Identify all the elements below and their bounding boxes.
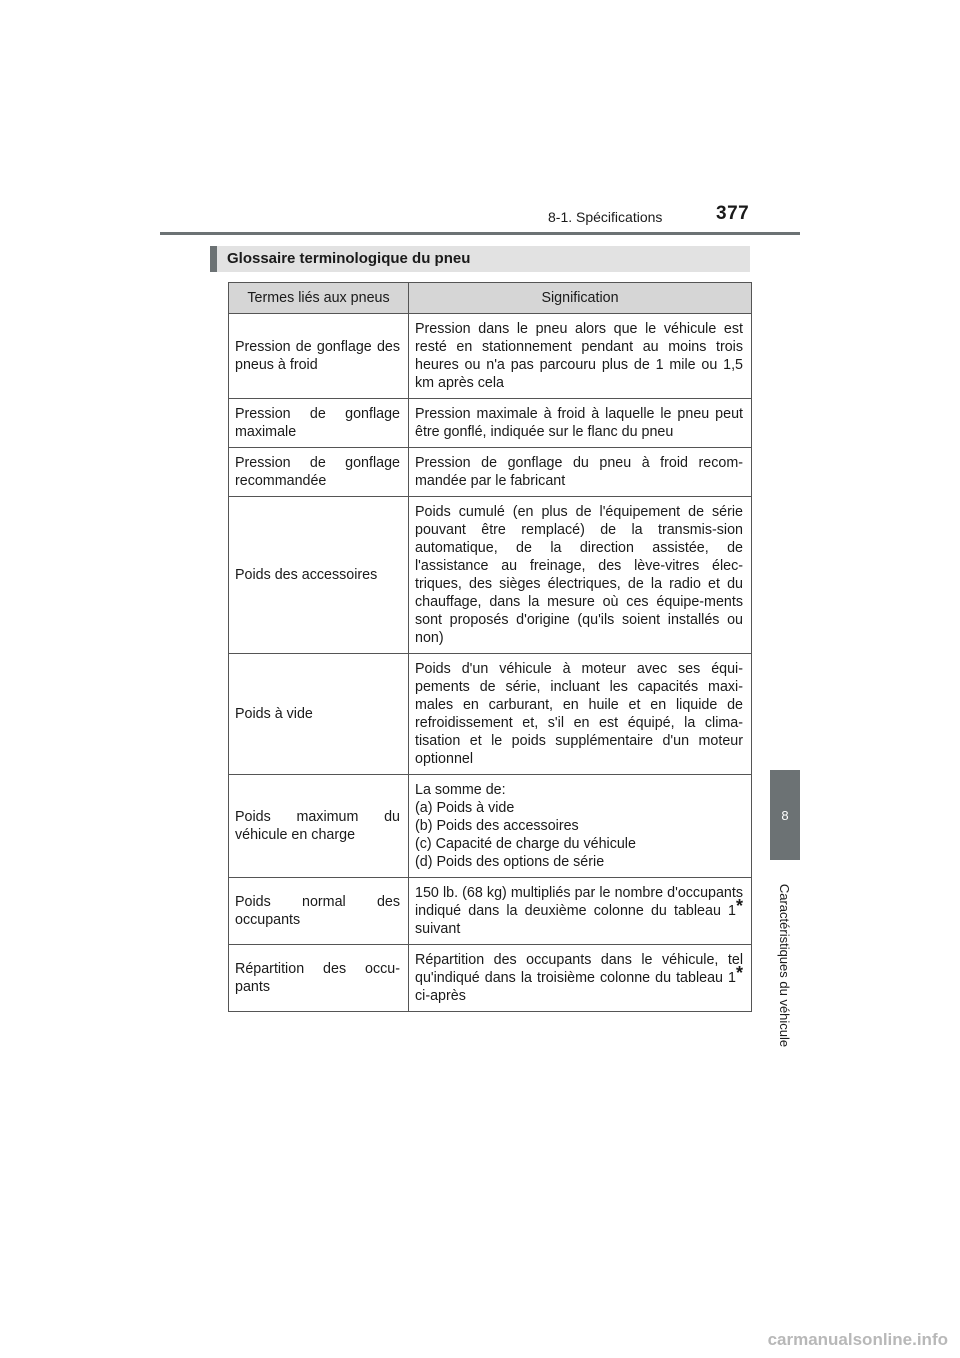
meaning-cell	[409, 945, 752, 1012]
meaning-text: 150 lb. (68 kg) multipliés par le nombre d'occupants indiqué dans la deuxième colonne du tableau 1	[415, 885, 743, 919]
watermark: carmanualsonline.info	[767, 1330, 948, 1349]
sum-intro: La somme de:	[415, 782, 506, 798]
table-header-row	[229, 283, 752, 314]
header-section-title: 8-1. Spécifications	[548, 209, 663, 225]
term-cell: Pression de gonflage recommandée	[229, 448, 409, 497]
table-row	[229, 945, 752, 1012]
chapter-tab-number: 8	[781, 807, 789, 823]
header-rule	[160, 232, 800, 235]
meaning-cell: Pression dans le pneu alors que le véhicule est resté en stationnement pendant au moins trois heures ou n'a pas parcouru plus de 1 mile ou 1,5 km après cela	[409, 314, 752, 399]
table-row	[229, 497, 752, 654]
sum-item: (b) Poids des accessoires	[415, 818, 579, 834]
meaning-cell: Pression de gonflage du pneu à froid recom-mandée par le fabricant	[409, 448, 752, 497]
section-title: Glossaire terminologique du pneu	[210, 246, 750, 272]
chapter-tab	[770, 770, 800, 860]
term-cell: Pression de gonflage maximale	[229, 399, 409, 448]
table-row	[229, 448, 752, 497]
term-cell: Poids des accessoires	[229, 497, 409, 654]
footnote-star: *	[735, 896, 743, 916]
column-header-meaning: Signification	[409, 283, 752, 314]
meaning-text-end: suivant	[415, 921, 461, 937]
chapter-side-label	[775, 870, 795, 1060]
sum-item: (a) Poids à vide	[415, 800, 515, 816]
meaning-cell: Poids cumulé (en plus de l'équipement de série pouvant être remplacé) de la transmis-sion automatique, de la direction assistée, de l'assistance au freinage, des lève-vitres élec-triques, des sièges électriques, de la radio et du chauffage, dans la mesure où ces équipe-ments sont proposés d'origine (qu'ils soient installés ou non)	[409, 497, 752, 654]
term-cell: Répartition des occu-pants	[229, 945, 409, 1012]
meaning-text-end: ci-après	[415, 988, 466, 1004]
term-cell: Pression de gonflage des pneus à froid	[229, 314, 409, 399]
meaning-cell	[409, 775, 752, 878]
term-cell: Poids normal des occupants	[229, 878, 409, 945]
table-row	[229, 878, 752, 945]
sum-item: (c) Capacité de charge du véhicule	[415, 836, 636, 852]
sum-item: (d) Poids des options de série	[415, 854, 605, 870]
term-cell: Poids à vide	[229, 654, 409, 775]
meaning-text: Répartition des occupants dans le véhicule, tel qu'indiqué dans la troisième colonne du tableau 1	[415, 952, 743, 986]
tire-glossary-table	[228, 282, 752, 1012]
table-row	[229, 654, 752, 775]
column-header-terms: Termes liés aux pneus	[229, 283, 409, 314]
table-row	[229, 314, 752, 399]
term-cell: Poids maximum du véhicule en charge	[229, 775, 409, 878]
meaning-cell: Pression maximale à froid à laquelle le pneu peut être gonflé, indiquée sur le flanc du pneu	[409, 399, 752, 448]
table-row	[229, 399, 752, 448]
page-number: 377	[716, 203, 750, 224]
meaning-cell	[409, 878, 752, 945]
table-row	[229, 775, 752, 878]
footnote-star: *	[735, 963, 743, 983]
meaning-cell: Poids d'un véhicule à moteur avec ses équi-pements de série, incluant les capacités maxi-males en carburant, en huile et en liquide de refroidissement et, s'il en est équipé, la clima-tisation et le poids supplémentaire d'un moteur optionnel	[409, 654, 752, 775]
chapter-side-label-text: Caractéristiques du véhicule	[777, 883, 793, 1047]
